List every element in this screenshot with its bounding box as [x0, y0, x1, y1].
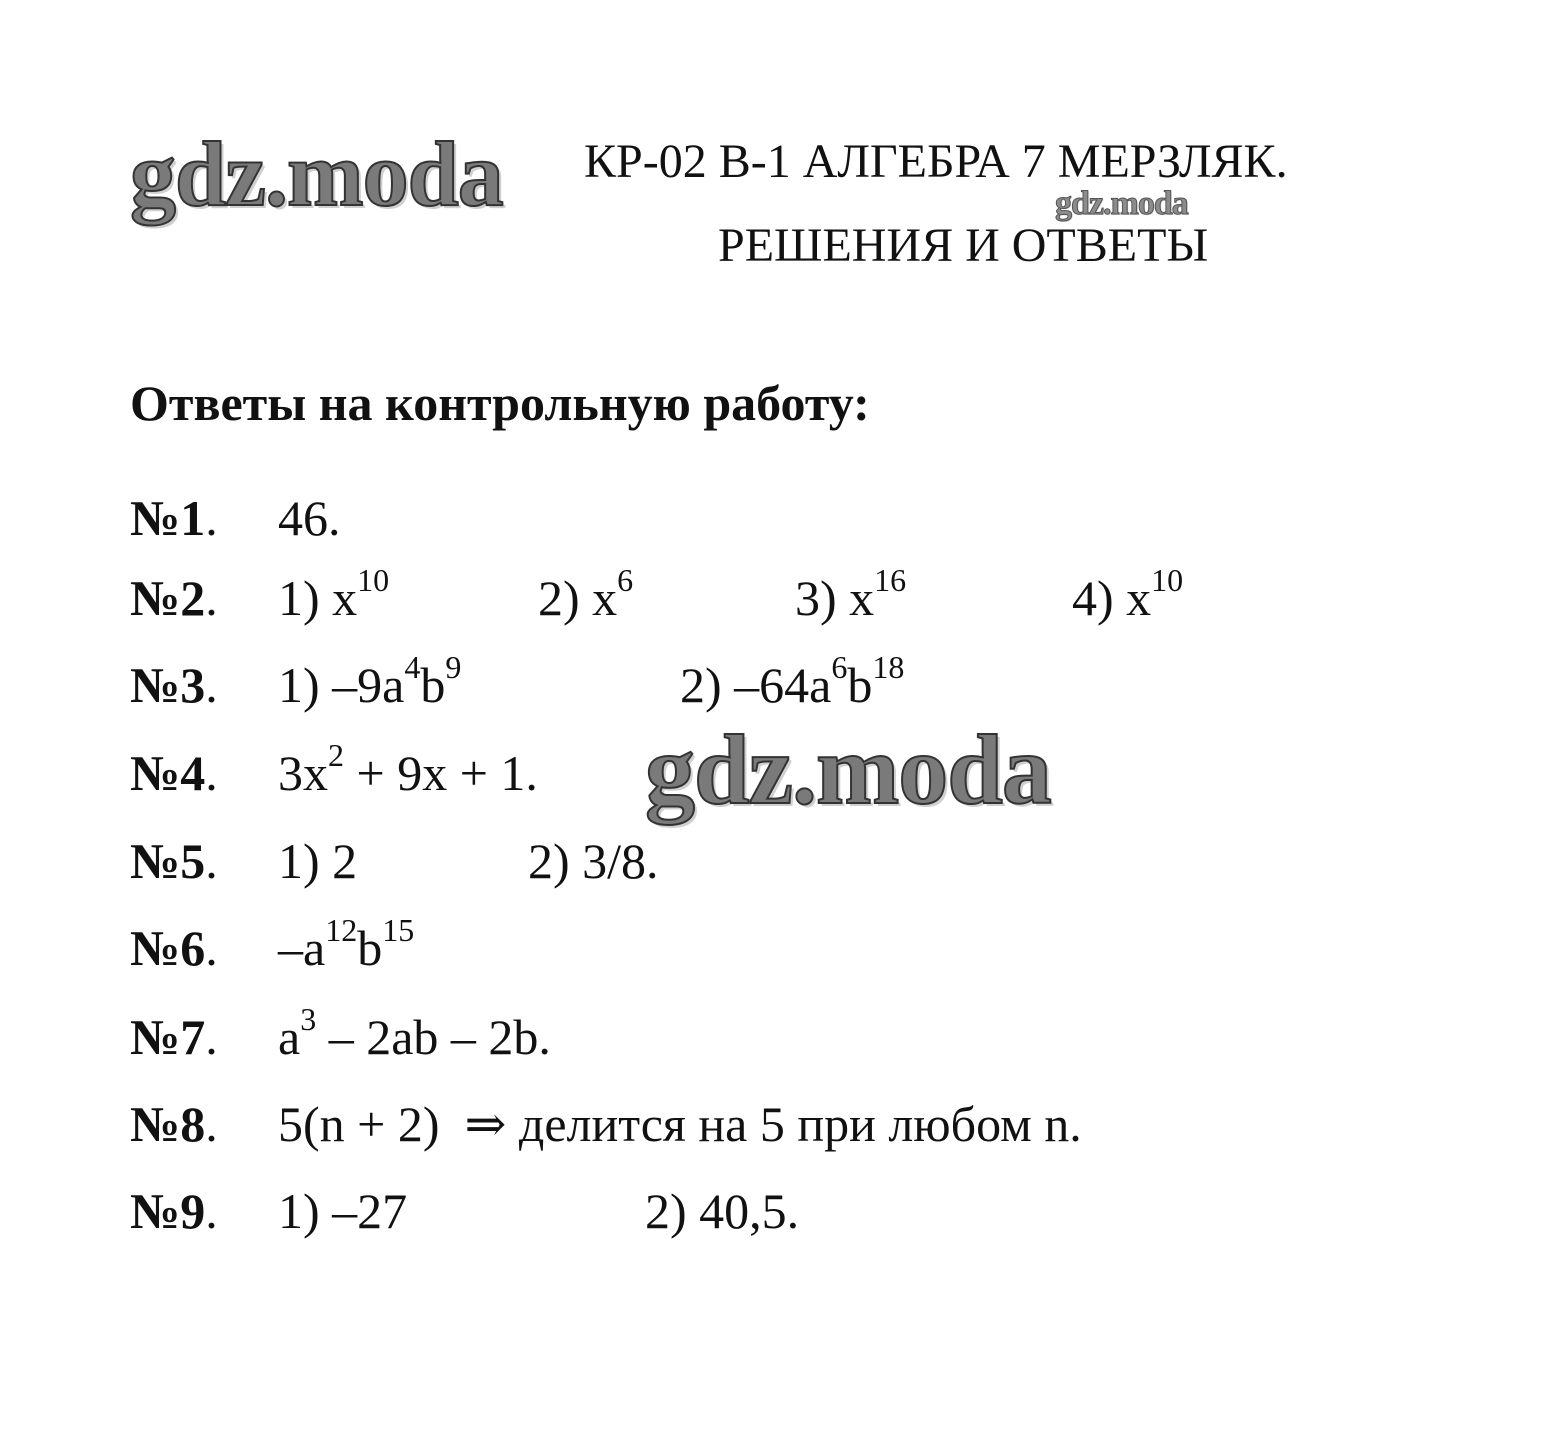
expr-base: 2) x: [538, 570, 618, 626]
answer-number: [130, 745, 218, 801]
expr-exponent: 6: [831, 649, 848, 685]
expr-base: b: [357, 920, 383, 976]
answer-part-3: [795, 562, 907, 626]
expr-exponent: 12: [325, 912, 358, 948]
answer-number-label: №6: [130, 920, 206, 976]
answer-number: [130, 1183, 218, 1239]
answer-number-dot: .: [205, 657, 218, 713]
watermark-logo-center: gdz.moda: [645, 714, 1051, 825]
expr-base: b: [420, 657, 446, 713]
answer-part-1: 1) –27: [278, 1183, 408, 1239]
answer-part-1: [278, 562, 390, 626]
expr-base: 3) x: [795, 570, 875, 626]
expr-base: 1) –9a: [278, 657, 405, 713]
expr-base: 3x: [278, 745, 328, 801]
watermark-logo: gdz.moda: [130, 123, 503, 225]
answer-number-dot: .: [205, 490, 218, 546]
section-heading: Ответы на контрольную работу:: [130, 375, 870, 431]
expr-exponent: 4: [404, 649, 421, 685]
answer-number-label: №1: [130, 490, 206, 546]
answer-number-label: №8: [130, 1096, 206, 1152]
answer-number-label: №4: [130, 745, 206, 801]
answer-row-8: [0, 1096, 1563, 1159]
answer-part-2: 2) 40,5.: [645, 1183, 800, 1239]
expr-base: 2) –64a: [680, 657, 832, 713]
answer-number: [130, 657, 218, 713]
expr-exponent: 3: [300, 1001, 317, 1037]
answer-number: [130, 920, 218, 976]
answer-number: [130, 1009, 218, 1065]
expr-base: – 2ab – 2b.: [316, 1009, 551, 1065]
answer-value: [278, 912, 415, 976]
answer-row-9: [0, 1183, 1563, 1246]
answer-row-6: [0, 912, 1563, 983]
answer-part-1: [278, 649, 462, 713]
answer-row-2: [0, 562, 1563, 633]
page-title-line-2: РЕШЕНИЯ И ОТВЕТЫ: [718, 219, 1209, 272]
answer-value: 46.: [278, 490, 341, 546]
answer-value: [278, 1001, 551, 1065]
page-title-line-1: КР-02 В-1 АЛГЕБРА 7 МЕРЗЛЯК.: [584, 135, 1288, 188]
answer-number-label: №7: [130, 1009, 206, 1065]
answer-part-1: 1) 2: [278, 833, 358, 889]
expr-exponent: 6: [617, 562, 634, 598]
answer-row-4: [0, 737, 1563, 808]
expr-base: 1) x: [278, 570, 358, 626]
answer-row-5: [0, 833, 1563, 896]
expr-exponent: 15: [382, 912, 415, 948]
expr-exponent: 9: [445, 649, 462, 685]
expr-base: 4) x: [1072, 570, 1152, 626]
answer-number-label: №3: [130, 657, 206, 713]
expr-base: + 9x + 1.: [344, 745, 538, 801]
answer-part-4: [1072, 562, 1184, 626]
answer-part-2: [538, 562, 634, 626]
expr-exponent: 2: [328, 737, 344, 773]
answer-number: [130, 833, 218, 889]
expr-base: –a: [278, 920, 326, 976]
answer-value: 5(n + 2) ⇒ делится на 5 при любом n.: [278, 1096, 1082, 1152]
answer-number-label: №9: [130, 1183, 206, 1239]
answer-number-dot: .: [205, 833, 218, 889]
watermark-logo-small: gdz.moda: [1055, 185, 1188, 222]
answer-number: [130, 1096, 218, 1152]
expr-exponent: 10: [1151, 562, 1184, 598]
answer-number-dot: .: [205, 1096, 218, 1152]
answer-number-dot: .: [205, 570, 218, 626]
answer-number-dot: .: [205, 745, 218, 801]
answer-number-label: №5: [130, 833, 206, 889]
expr-exponent: 10: [357, 562, 390, 598]
expr-base: a: [278, 1009, 301, 1065]
answer-row-1: [0, 490, 1563, 553]
answer-number: [130, 570, 218, 626]
answer-value: [278, 737, 538, 801]
answer-part-2: [680, 649, 905, 713]
answer-number-dot: .: [205, 920, 218, 976]
answer-number: [130, 490, 218, 546]
expr-base: b: [847, 657, 873, 713]
answer-number-dot: .: [205, 1009, 218, 1065]
answer-number-dot: .: [205, 1183, 218, 1239]
expr-exponent: 18: [872, 649, 905, 685]
answer-row-3: [0, 649, 1563, 720]
answer-part-2: 2) 3/8.: [528, 833, 659, 889]
expr-exponent: 16: [874, 562, 907, 598]
answer-number-label: №2: [130, 570, 206, 626]
answer-row-7: [0, 1001, 1563, 1072]
